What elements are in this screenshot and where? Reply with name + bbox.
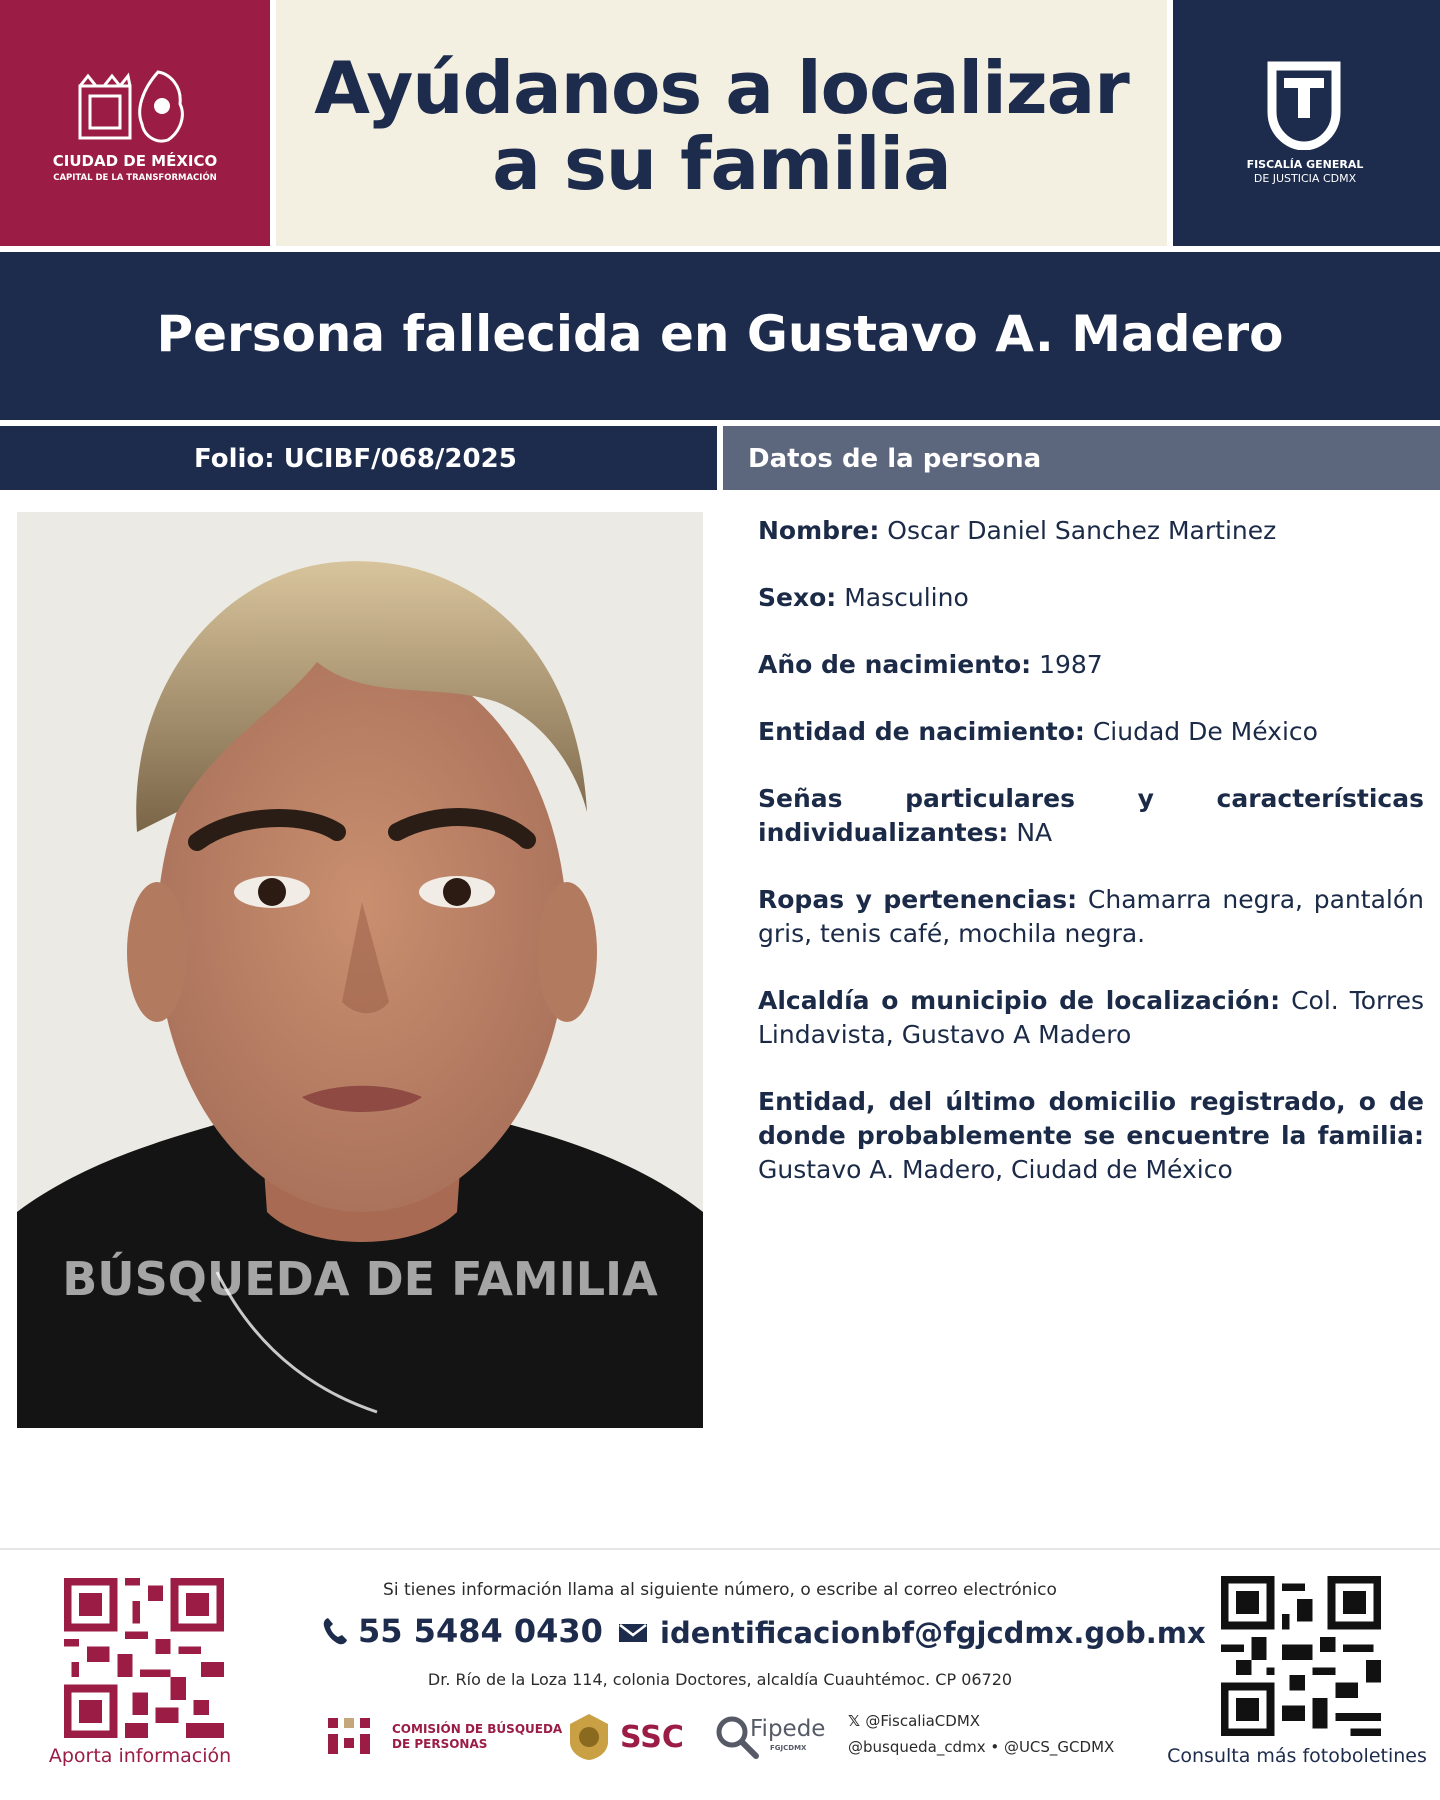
headline-line: Ayúdanos a localizar (314, 46, 1129, 130)
field-label: Señas particulares y características individualizantes: (758, 784, 1424, 847)
phone-contact[interactable] (322, 1612, 603, 1650)
contact-intro: Si tienes información llama al siguiente número, o escribe al correo electrónico (383, 1580, 1057, 1600)
ssc-name: SSC (620, 1720, 684, 1755)
cbp-name (392, 1722, 562, 1752)
fgj-name-line: FISCALÍA GENERAL (1246, 158, 1364, 171)
field-value: NA (1016, 818, 1053, 847)
photo-watermark: BÚSQUEDA DE FAMILIA (62, 1252, 658, 1306)
social-x[interactable] (848, 1712, 980, 1730)
page-title: Persona fallecida en Gustavo A. Madero (156, 305, 1284, 363)
qr-left-label: Aporta información (48, 1745, 232, 1767)
field-location (758, 984, 1424, 1052)
headline (276, 46, 1167, 206)
field-label: Nombre: (758, 516, 880, 545)
field-name (758, 514, 1424, 548)
cdmx-name: CIUDAD DE MÉXICO (52, 152, 218, 170)
fgj-name-line: DE JUSTICIA CDMX (1253, 172, 1357, 185)
social-other[interactable]: @busqueda_cdmx • @UCS_GCDMX (848, 1738, 1115, 1756)
cbp-name-line: COMISIÓN DE BÚSQUEDA (392, 1722, 563, 1736)
cbp-logo-icon (326, 1716, 378, 1756)
social-x-handle[interactable]: @FiscaliaCDMX (865, 1712, 981, 1730)
field-last-address (758, 1085, 1424, 1187)
qr-right-label: Consulta más fotoboletines (1167, 1745, 1427, 1767)
field-birth-entity (758, 715, 1424, 749)
field-distinguishing-marks (758, 782, 1424, 850)
footer-divider (0, 1548, 1440, 1550)
header-divider (1167, 0, 1173, 246)
x-icon: 𝕏 (848, 1712, 866, 1730)
folio-number: Folio: UCIBF/068/2025 (194, 444, 517, 474)
cbp-name-line: DE PERSONAS (392, 1737, 488, 1751)
qr-code-icon[interactable] (1218, 1576, 1384, 1736)
mail-icon (618, 1622, 648, 1644)
datos-heading: Datos de la persona (748, 444, 1042, 474)
field-value: Col. Torres Lindavista, Gustavo A Madero (758, 986, 1424, 1049)
phone-icon (322, 1616, 348, 1646)
field-birth-year (758, 648, 1424, 682)
field-label: Año de nacimiento: (758, 650, 1032, 679)
fgj-logo-icon (1262, 60, 1346, 150)
fipede-name: Fipede (750, 1716, 826, 1742)
field-label: Sexo: (758, 583, 837, 612)
field-label: Entidad, del último domicilio registrado, o de donde probablemente se encuentre la familia: (758, 1087, 1424, 1150)
fgj-name (1230, 158, 1380, 186)
field-value: Chamarra negra, pantalón gris, tenis café, mochila negra. (758, 885, 1424, 948)
cdmx-subtitle: CAPITAL DE LA TRANSFORMACIÓN (53, 173, 217, 183)
office-address: Dr. Río de la Loza 114, colonia Doctores, alcaldía Cuauhtémoc. CP 06720 (427, 1670, 1013, 1689)
partner-logos (326, 1712, 1126, 1768)
field-value: Ciudad De México (1092, 717, 1318, 746)
fipede-sub: FGJCDMX (770, 1744, 807, 1752)
qr-code-icon[interactable] (64, 1578, 224, 1738)
field-label: Alcaldía o municipio de localización: (758, 986, 1281, 1015)
email-address[interactable]: identificacionbf@fgjcdmx.gob.mx (660, 1616, 1206, 1650)
field-value: 1987 (1039, 650, 1103, 679)
field-value: Gustavo A. Madero, Ciudad de México (758, 1155, 1233, 1184)
field-value: Masculino (844, 583, 969, 612)
headline-line: a su familia (492, 122, 951, 206)
field-label: Ropas y pertenencias: (758, 885, 1078, 914)
field-clothing (758, 883, 1424, 951)
field-value: Oscar Daniel Sanchez Martinez (887, 516, 1277, 545)
email-contact[interactable] (618, 1616, 1206, 1650)
ssc-badge-icon (566, 1712, 612, 1762)
person-data-fields (758, 514, 1424, 1220)
field-sex (758, 581, 1424, 615)
field-label: Entidad de nacimiento: (758, 717, 1085, 746)
phone-number[interactable]: 55 5484 0430 (358, 1612, 603, 1650)
